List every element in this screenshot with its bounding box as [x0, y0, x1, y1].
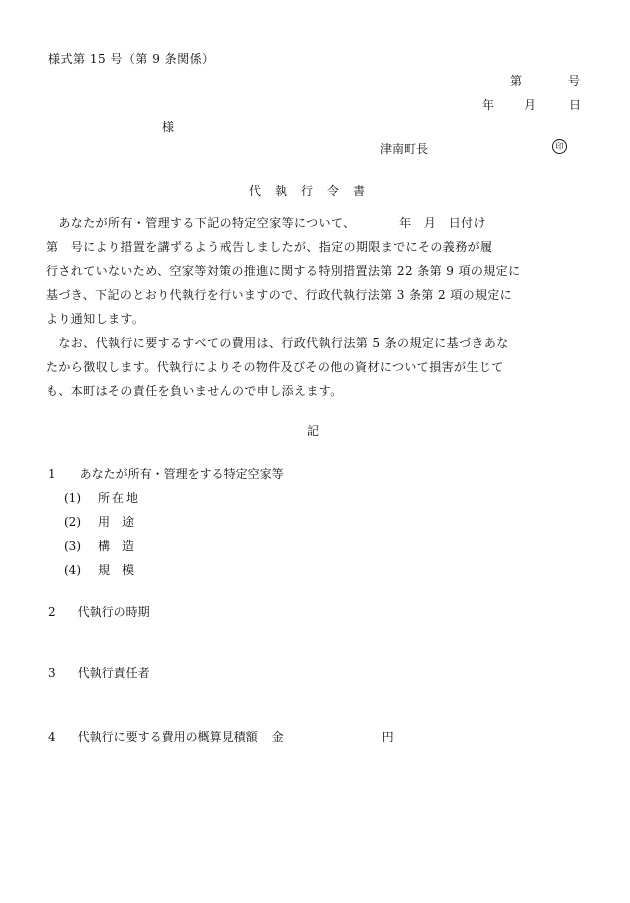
body-line: も、本町はその責任を負いませんので申し添えます。: [46, 384, 343, 398]
body-line: たから徴収します。代執行によりその物件及びその他の資材について損害が生じて: [46, 360, 504, 374]
item-number: 1: [48, 467, 56, 481]
ki-heading: 記: [307, 424, 320, 438]
addressee-sama: 様: [162, 120, 175, 134]
sub-item-1: [64, 489, 140, 506]
sub-item-number: (3): [64, 539, 81, 553]
seal-mark: 印: [552, 139, 567, 154]
item-2: [48, 603, 150, 620]
item-4: [48, 728, 394, 745]
body-line: 第 号により措置を講ずるよう戒告しましたが、指定の期限までにその義務が履: [46, 240, 493, 254]
sub-item-4: [64, 561, 146, 578]
amount-unit: 円: [381, 730, 394, 744]
sub-item-number: (2): [64, 515, 81, 529]
date-year: 年: [482, 98, 495, 112]
item-3: [48, 664, 150, 681]
body-line: 基づき、下記のとおり代執行を行いますので、行政代執行法第 3 条第 2 項の規定に: [46, 288, 513, 302]
sub-item-label: 用途: [98, 515, 147, 529]
date-day: 日: [569, 98, 582, 112]
sub-item-3: [64, 537, 146, 554]
sub-item-number: (1): [64, 491, 81, 505]
sub-item-label: 規模: [98, 563, 147, 577]
form-number: 様式第 15 号（第 9 条関係）: [48, 52, 215, 66]
body-line: より通知します。: [46, 312, 145, 326]
date-month: 月: [524, 98, 537, 112]
sub-item-label: 構造: [98, 539, 147, 553]
amount-prefix: 金: [271, 730, 284, 744]
body-line: なお、代執行に要するすべての費用は、行政代執行法第 5 条の規定に基づきあな: [46, 336, 509, 350]
item-label: 代執行に要する費用の概算見積額: [77, 730, 258, 744]
item-number: 4: [48, 730, 56, 744]
body-line: あなたが所有・管理する下記の特定空家等について、 年 月 日付け: [46, 216, 486, 230]
document-title: 代執行令書: [249, 184, 380, 198]
body-text: [46, 211, 586, 403]
sub-item-2: [64, 513, 146, 530]
item-label: 代執行責任者: [77, 666, 150, 680]
issuer-name: 津南町長: [380, 142, 429, 156]
item-label: あなたが所有・管理をする特定空家等: [79, 467, 284, 481]
sub-item-label: 所在地: [98, 491, 141, 505]
item-1: [48, 465, 284, 482]
sub-item-number: (4): [64, 563, 81, 577]
doc-number-go: 号: [568, 74, 581, 88]
body-line: 行されていないため、空家等対策の推進に関する特別措置法第 22 条第 9 項の規定に: [46, 264, 521, 278]
doc-number-dai: 第: [510, 74, 523, 88]
item-number: 2: [48, 605, 56, 619]
item-label: 代執行の時期: [77, 605, 150, 619]
item-number: 3: [48, 666, 56, 680]
